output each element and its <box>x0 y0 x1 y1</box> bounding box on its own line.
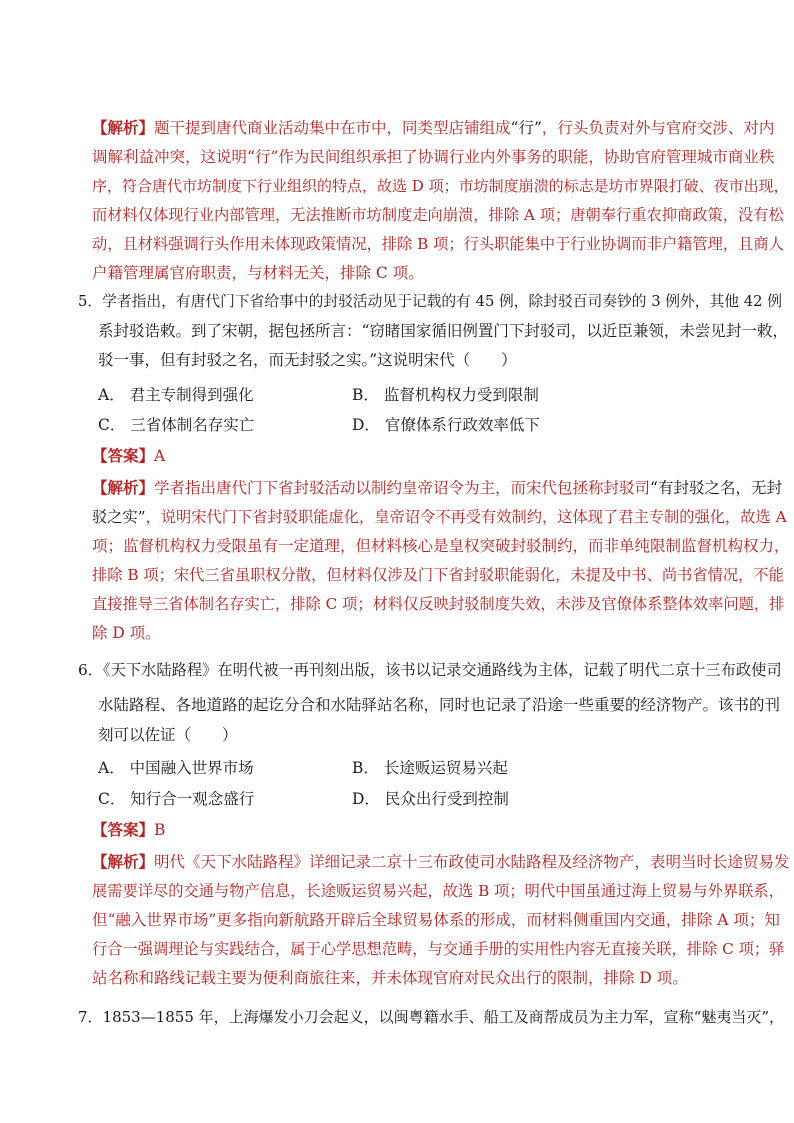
q5-option-c: C． 三省体制名存实亡 <box>98 416 255 434</box>
q6-option-a: A． 中国融入世界市场 <box>98 759 254 777</box>
analysis-tag: 【解析】 <box>92 852 155 871</box>
q4-analysis-line-4: 而材料仅体现行业内部管理，无法推断市坊制度走向崩溃，排除 A 项；唐朝奉行重农抑商政策，没有松 <box>92 206 784 224</box>
q6-analysis-line-2: 展需要详尽的交通与物产信息，长途贩运贸易兴起，故选 B 项；明代中国虽通过海上贸易与外界联系， <box>92 882 784 900</box>
q5-stem-line-1: 5．学者指出，有唐代门下省给事中的封驳活动见于记载的有 45 例，除封驳百司奏钞的 3 例外，其他 42 例 <box>78 293 782 310</box>
analysis-tag: 【解析】 <box>92 118 155 137</box>
question-number: 5． <box>78 293 103 310</box>
q6-analysis-line-1: 【解析】明代《天下水陆路程》详细记录二京十三布政使司水陆路程及经济物产，表明当时长途贸易发 <box>92 852 790 871</box>
analysis-tag: 【解析】 <box>92 478 155 497</box>
q5-analysis-line-5: 直接推导三省体制名存实亡，排除 C 项；材料仅反映封驳制度失效，未涉及官僚体系整体效率问题，排 <box>92 595 785 613</box>
q6-option-b: B． 长途贩运贸易兴起 <box>352 759 508 777</box>
q6-stem-line-1: 6．《天下水陆路程》在明代被一再刊刻出版，该书以记录交通路线为主体，记载了明代二京十三布政使司 <box>78 661 782 679</box>
q6-option-c: C． 知行合一观念盛行 <box>98 790 255 808</box>
q5-analysis-line-3: 项；监督机构权力受限虽有一定道理，但材料核心是皇权突破封驳制约，而非单纯限制监督机构权力， <box>92 537 790 555</box>
q5-analysis-line-4: 排除 B 项；宋代三省虽职权分散，但材料仅涉及门下省封驳职能弱化，未提及中书、尚书省情况，不能 <box>92 566 784 584</box>
q6-stem-line-3: 刻可以佐证（ ） <box>98 726 238 744</box>
q6-answer <box>92 820 165 840</box>
answer-tag: 【答案】 <box>92 446 155 465</box>
q4-analysis-line-3: 序，符合唐代市坊制度下行业组织的特点，故选 D 项；市坊制度崩溃的标志是坊市界限打破、夜市出现， <box>92 177 789 195</box>
q5-stem-line-2: 系封驳诰敕。到了宋朝，据包拯所言：“窃睹国家循旧例置门下封驳司，以近臣兼领，未尝见封一敕， <box>98 322 788 340</box>
q4-analysis-line-5: 动，且材料强调行头作用未体现政策情况，排除 B 项；行头职能集中于行业协调而非户籍管理，且商人 <box>92 235 784 253</box>
q5-analysis-line-2: 驳之实”，说明宋代门下省封驳职能虚化，皇帝诏令不再受有效制约，这体现了君主专制的强化，故选 A <box>92 508 787 526</box>
q5-option-d: D． 官僚体系行政效率低下 <box>352 416 540 434</box>
answer-tag: 【答案】 <box>92 820 155 839</box>
question-number: 7． <box>78 1008 103 1026</box>
q6-analysis-line-5: 站名称和路线记载主要为便利商旅往来，并未体现官府对民众出行的限制，排除 D 项。 <box>92 969 688 987</box>
q7-stem-line-1: 7．1853—1855 年，上海爆发小刀会起义，以闽粤籍水手、船工及商帮成员为主力军，宣称“魅夷当灭”， <box>78 1008 785 1026</box>
q5-answer <box>92 446 165 466</box>
q4-analysis-line-1: 【解析】题干提到唐代商业活动集中在市中，同类型店铺组成“行”，行头负责对外与官府交涉、对内 <box>92 118 775 137</box>
q5-analysis-line-6: 除 D 项。 <box>92 624 161 642</box>
q4-analysis-line-2: 调解利益冲突，这说明“行”作为民间组织承担了协调行业内外事务的职能，协助官府管理城市商业秩 <box>92 148 775 166</box>
q5-stem-line-3: 驳一事，但有封驳之名，而无封驳之实。”这说明宋代（ ） <box>98 351 517 369</box>
q5-analysis-line-1: 【解析】学者指出唐代门下省封驳活动以制约皇帝诏令为主，而宋代包拯称封驳司“有封驳之名，无封 <box>92 478 782 497</box>
q5-option-a: A． 君主专制得到强化 <box>98 386 254 404</box>
q6-stem-line-2: 水陆路程、各地道路的起讫分合和水陆驿站名称，同时也记录了沿途一些重要的经济物产。该书的刊 <box>98 696 781 714</box>
q6-option-d: D． 民众出行受到控制 <box>352 790 509 808</box>
question-number: 6． <box>78 661 103 679</box>
q6-analysis-line-3: 但“融入世界市场”更多指向新航路开辟后全球贸易体系的形成，而材料侧重国内交通，排除 A 项；知 <box>92 911 780 929</box>
q4-analysis-line-6: 户籍管理属官府职责，与材料无关，排除 C 项。 <box>92 264 424 282</box>
answer-value: A <box>154 447 166 465</box>
q5-option-b: B． 监督机构权力受到限制 <box>352 386 539 404</box>
answer-value: B <box>154 821 166 839</box>
q6-analysis-line-4: 行合一强调理论与实践结合，属于心学思想范畴，与交通手册的实用性内容无直接关联，排除 C 项；驿 <box>92 940 785 958</box>
